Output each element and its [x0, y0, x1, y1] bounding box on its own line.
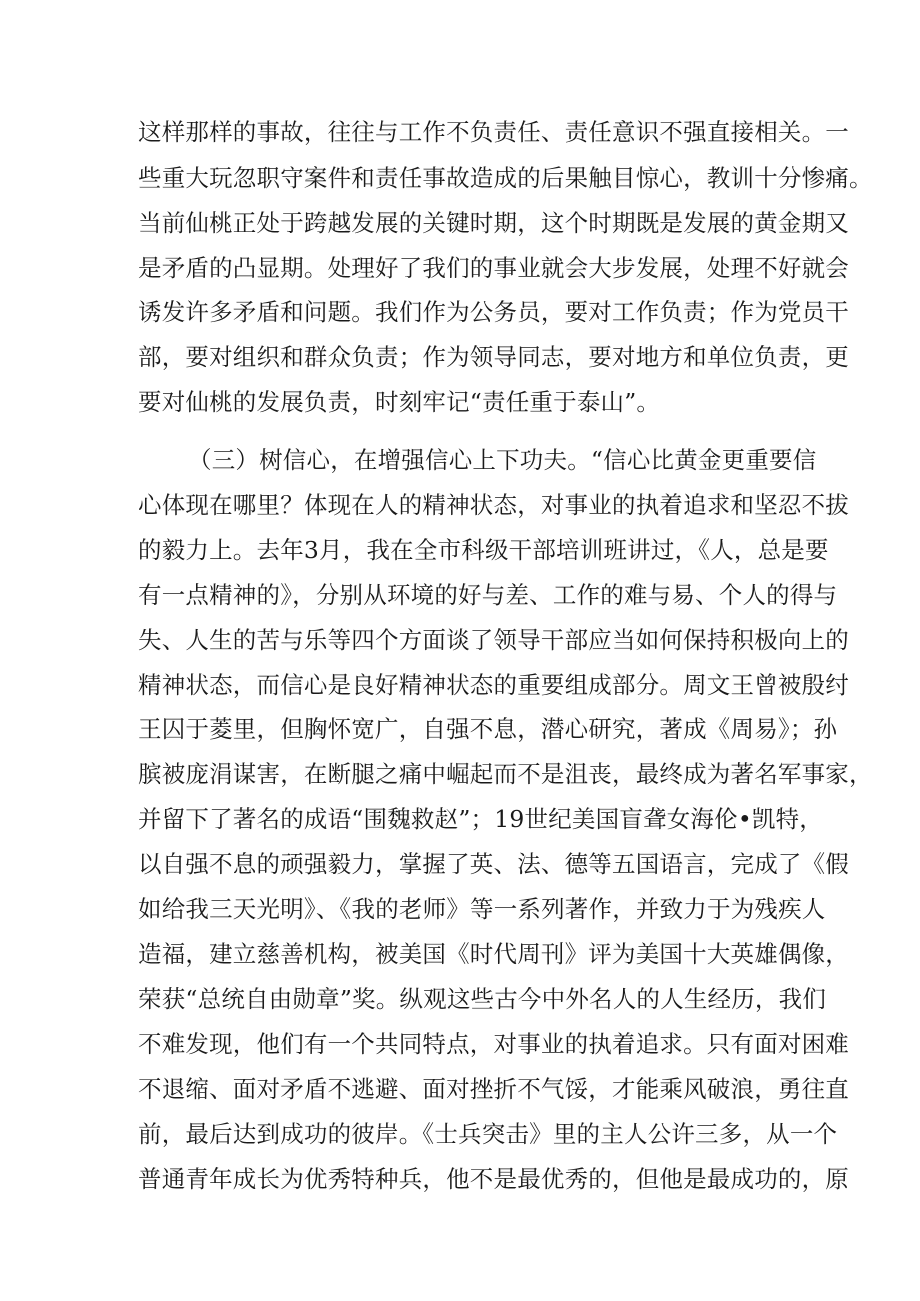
text-line: 精神状态，而信心是良好精神状态的重要组成部分。周文王曾被殷纣 — [138, 671, 849, 699]
text-line: 些重大玩忽职守案件和责任事故造成的后果触目惊心，教训十分惨痛。 — [138, 164, 873, 192]
text-line: 这样那样的事故，往往与工作不负责任、责任意识不强直接相关。一 — [138, 118, 849, 146]
text-line: 是矛盾的凸显期。处理好了我们的事业就会大步发展，处理不好就会 — [138, 254, 849, 282]
text-line: 不难发现，他们有一个共同特点，对事业的执着追求。只有面对困难 — [138, 1030, 849, 1058]
text-line: 膑被庞涓谋害，在断腿之痛中崛起而不是沮丧，最终成为著名军事家， — [138, 760, 873, 788]
text-line: 前，最后达到成功的彼岸。《士兵突击》里的主人公许三多，从一个 — [138, 1120, 838, 1148]
section-heading-line: （三）树信心，在增强信心上下功夫。“信心比黄金更重要信 — [188, 446, 817, 474]
text-line: 失、人生的苦与乐等四个方面谈了领导干部应当如何保持积极向上的 — [138, 626, 849, 654]
text-line: 当前仙桃正处于跨越发展的关键时期，这个时期既是发展的黄金期又 — [138, 209, 849, 237]
text-line: 的毅力上。去年3月，我在全市科级干部培训班讲过，《人，总是要 — [138, 536, 829, 564]
text-line: 王囚于菱里，但胸怀宽广，自强不息，潜心研究，著成《周易》；孙 — [138, 715, 838, 743]
text-line: 荣获“总统自由勋章”奖。纵观这些古今中外名人的人生经历，我们 — [138, 985, 827, 1013]
text-line: 部，要对组织和群众负责；作为领导同志，要对地方和单位负责，更 — [138, 343, 849, 371]
text-line: 如给我三天光明》、《我的老师》等一系列著作，并致力于为残疾人 — [138, 895, 826, 923]
text-line: 普通青年成长为优秀特种兵，他不是最优秀的，但他是最成功的，原 — [138, 1165, 849, 1193]
text-line: 诱发许多矛盾和问题。我们作为公务员，要对工作负责；作为党员干 — [138, 298, 849, 326]
text-line: 以自强不息的顽强毅力，掌握了英、法、德等五国语言，完成了《假 — [138, 850, 849, 878]
text-line: 有一点精神的》，分别从环境的好与差、工作的难与易、个人的得与 — [138, 581, 838, 609]
text-line: 造福，建立慈善机构，被美国《时代周刊》评为美国十大英雄偶像， — [138, 940, 849, 968]
text-line: 并留下了著名的成语“围魏救赵”；19世纪美国盲聋女海伦•凯特， — [138, 805, 823, 833]
text-line: 心体现在哪里？体现在人的精神状态，对事业的执着追求和坚忍不拔 — [138, 491, 849, 519]
text-line: 不退缩、面对矛盾不逃避、面对挫折不气馁，才能乘风破浪，勇往直 — [138, 1075, 849, 1103]
text-line: 要对仙桃的发展负责，时刻牢记“责任重于泰山”。 — [138, 388, 661, 416]
